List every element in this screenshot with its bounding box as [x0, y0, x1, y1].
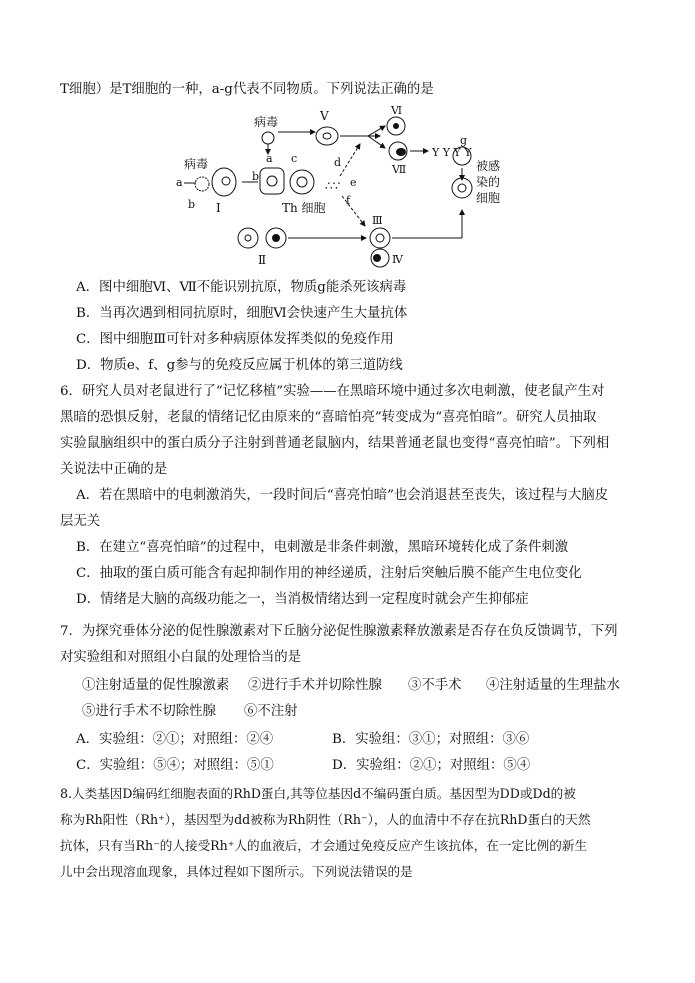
th-cell — [290, 170, 314, 194]
label-cell-iii: Ⅲ — [372, 214, 383, 227]
cell-vii-nucleus — [396, 148, 406, 156]
apc-nucleus — [267, 176, 277, 186]
label-f: f — [346, 194, 351, 207]
label-virus-top: 病毒 — [254, 115, 279, 129]
q8-stem-line-4: 儿中会出现溶血现象，具体过程如下图所示。下列说法错误的是 — [60, 864, 413, 879]
q7-stem-line-2: 对实验组和对照组小白鼠的处理恰当的是 — [60, 650, 302, 665]
q7-item-6: ⑥不注射 — [244, 704, 298, 719]
q6-stem-line-3: 实验鼠脑组织中的蛋白质分子注射到普通老鼠脑内，结果普通老鼠也变得“喜亮怕暗”。下列相 — [60, 436, 610, 451]
label-e: e — [350, 176, 357, 189]
label-cell-i: Ⅰ — [216, 201, 221, 215]
label-cell-iv: Ⅳ — [392, 253, 403, 266]
q6-option-a-line-1: A．若在黑暗中的电刺激消失，一段时间后“喜亮怕暗”也会消退甚至丧失，该过程与大脑皮 — [76, 488, 609, 503]
q7-item-5: ⑤进行手术不切除性腺 — [82, 704, 216, 719]
arrow-th-to-v — [340, 144, 360, 176]
cell-i-nucleus — [222, 177, 230, 185]
cell-i — [212, 168, 236, 196]
label-b-left: b — [188, 198, 196, 211]
label-infected-3: 细胞 — [476, 191, 501, 205]
label-a-left: a — [176, 176, 183, 189]
q7-option-b: B．实验组：③①；对照组：③⑥ — [332, 732, 530, 747]
antigen-presenting-cell — [260, 168, 284, 194]
immune-response-diagram — [170, 106, 530, 276]
q7-item-4: ④注射适量的生理盐水 — [486, 678, 620, 693]
q5-option-b: B．当再次遇到相同抗原时，细胞Ⅵ会快速产生大量抗体 — [76, 306, 408, 321]
cell-iv-nucleus — [373, 254, 381, 262]
cell-ii-left-nucleus — [245, 235, 251, 241]
q6-option-d: D．情绪是大脑的高级功能之一，当消极情绪达到一定程度时就会产生抑郁症 — [76, 592, 529, 607]
q6-option-a-line-2: 层无关 — [60, 514, 101, 529]
q7-item-3: ③不手术 — [408, 678, 462, 693]
q7-option-d: D．实验组：②①；对照组：⑤④ — [332, 758, 531, 773]
virus-left-icon — [195, 177, 209, 191]
antibody-y-icon: Y Y Y Y — [432, 146, 472, 159]
label-cell-v: Ⅴ — [320, 109, 329, 123]
q7-option-c: C．实验组：⑤④；对照组：⑤① — [76, 758, 274, 773]
q8-stem-line-1: 8.人类基因D编码红细胞表面的RhD蛋白,其等位基因d不编码蛋白质。基因型为DD或Dd的被 — [60, 786, 576, 801]
q8-stem-line-3: 抗体，只有当Rh⁻的人接受Rh⁺人的血液后，才会通过免疫反应产生该抗体，在一定比例的新生 — [60, 838, 588, 853]
label-d: d — [334, 156, 342, 169]
cell-iii — [370, 228, 390, 248]
virus-top-icon — [262, 132, 274, 144]
q7-item-2: ②进行手术并切除性腺 — [248, 678, 382, 693]
label-infected-2: 染的 — [476, 175, 501, 189]
label-cell-ii: Ⅱ — [258, 253, 267, 267]
label-g: g — [460, 134, 468, 147]
cell-ii-right-nucleus — [272, 234, 280, 242]
arrow-to-vii — [368, 136, 385, 148]
label-virus-left: 病毒 — [184, 157, 209, 171]
cell-vi-nucleus — [393, 123, 399, 129]
label-cell-vii: Ⅶ — [392, 163, 407, 176]
q5-option-d: D．物质e、f、g参与的免疫反应属于机体的第三道防线 — [76, 358, 403, 373]
q6-option-b: B．在建立“喜亮怕暗”的过程中，电刺激是非条件刺激，黑暗环境转化成了条件刺激 — [76, 540, 569, 555]
label-a-mid: a — [266, 152, 273, 165]
label-c: c — [291, 152, 298, 165]
label-infected-1: 被感 — [476, 159, 501, 173]
q6-stem-line-1: 6．研究人员对老鼠进行了“记忆移植”实验——在黑暗环境中通过多次电刺激，使老鼠产生对 — [60, 384, 605, 399]
arrow-to-vi — [368, 126, 385, 136]
q5-option-c: C．图中细胞Ⅲ可针对多种病原体发挥类似的免疫作用 — [76, 332, 394, 347]
cell-v-nucleus — [323, 133, 331, 139]
label-b-mid: b — [252, 170, 260, 183]
infected-cell — [452, 178, 472, 198]
q6-option-c: C．抽取的蛋白质可能含有起抑制作用的神经递质，注射后突触后膜不能产生电位变化 — [76, 566, 582, 581]
label-th-cell: Th 细胞 — [282, 201, 326, 215]
q5-option-a: A．图中细胞Ⅵ、Ⅶ不能识别抗原，物质g能杀死该病毒 — [76, 280, 407, 295]
infected-cell-nucleus — [458, 184, 466, 192]
th-cell-nucleus — [297, 177, 307, 187]
q7-stem-line-1: 7．为探究垂体分泌的促性腺激素对下丘脑分泌促性腺激素释放激素是否存在负反馈调节，下列 — [60, 624, 618, 639]
q6-stem-line-4: 关说法中正确的是 — [60, 462, 168, 477]
label-cell-vi: Ⅵ — [391, 106, 403, 117]
arrow-th-to-iii — [342, 196, 365, 226]
cell-iii-nucleus — [376, 234, 384, 242]
q7-option-a: A．实验组：②①；对照组：②④ — [76, 732, 274, 747]
cell-ii-left — [238, 228, 258, 248]
question-5-stem: T细胞）是T细胞的一种，a-g代表不同物质。下列说法正确的是 — [60, 82, 434, 97]
q8-stem-line-2: 称为Rh阳性（Rh⁺），基因型为dd被称为Rh阴性（Rh⁻），人的血清中不存在抗RhD蛋白的天然 — [60, 812, 591, 827]
q7-item-1: ①注射适量的促性腺激素 — [82, 678, 230, 693]
q6-stem-line-2: 黑暗的恐惧反射，老鼠的情绪记忆由原来的“喜暗怕亮”转变成为“喜亮怕暗”。研究人员抽取 — [60, 410, 597, 425]
cell-v — [316, 127, 338, 145]
cytokine-dots-icon: ∴∵ — [325, 179, 341, 193]
